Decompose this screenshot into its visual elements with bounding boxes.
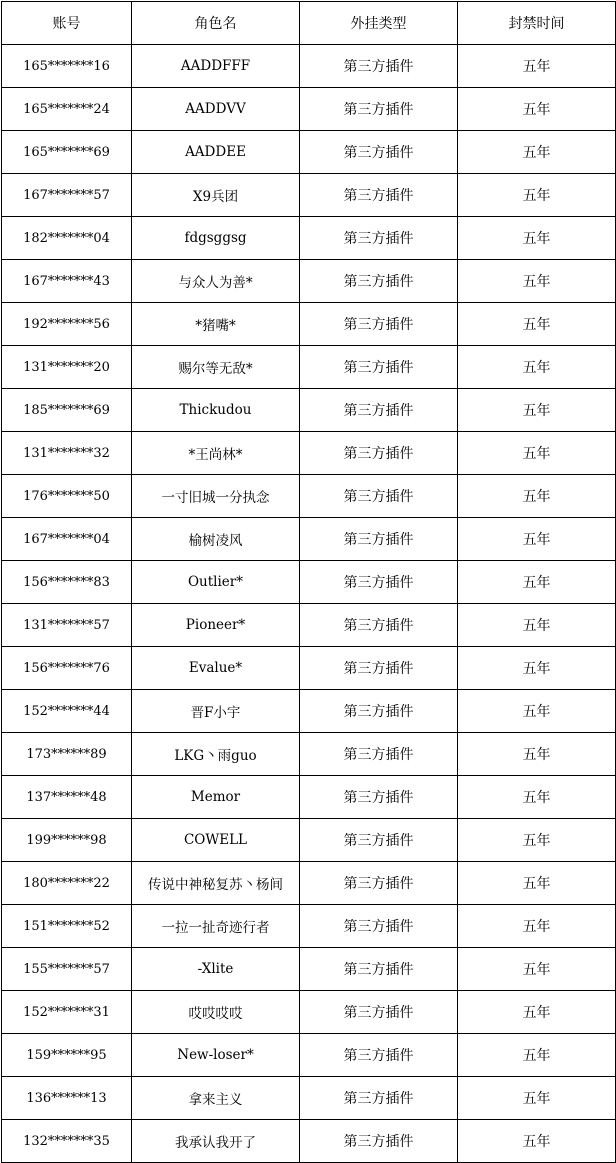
cell-cheat-type: 第三方插件 bbox=[300, 389, 458, 432]
cell-account: 131*******57 bbox=[2, 604, 132, 647]
cell-cheat-type: 第三方插件 bbox=[300, 1077, 458, 1120]
cell-account: 131*******20 bbox=[2, 346, 132, 389]
cell-account: 176*******50 bbox=[2, 475, 132, 518]
cell-role-name: -Xlite bbox=[132, 948, 300, 991]
table-row bbox=[2, 131, 616, 174]
cell-ban-duration: 五年 bbox=[458, 1034, 616, 1077]
cell-account: 159******95 bbox=[2, 1034, 132, 1077]
cell-cheat-type: 第三方插件 bbox=[300, 862, 458, 905]
cell-cheat-type: 第三方插件 bbox=[300, 733, 458, 776]
cell-ban-duration: 五年 bbox=[458, 1120, 616, 1163]
table-row bbox=[2, 174, 616, 217]
cell-role-name: 与众人为善* bbox=[132, 260, 300, 303]
table-row bbox=[2, 432, 616, 475]
cell-account: 182*******04 bbox=[2, 217, 132, 260]
cell-ban-duration: 五年 bbox=[458, 432, 616, 475]
header-role-name: 角色名 bbox=[132, 2, 300, 45]
cell-ban-duration: 五年 bbox=[458, 862, 616, 905]
header-row bbox=[2, 2, 616, 45]
table-row bbox=[2, 604, 616, 647]
cell-role-name: 一寸旧城一分执念 bbox=[132, 475, 300, 518]
table-body bbox=[2, 45, 616, 1163]
table-row bbox=[2, 389, 616, 432]
cell-role-name: 拿来主义 bbox=[132, 1077, 300, 1120]
cell-role-name: Evalue* bbox=[132, 647, 300, 690]
cell-role-name: LKG丶雨guo bbox=[132, 733, 300, 776]
cell-ban-duration: 五年 bbox=[458, 776, 616, 819]
cell-account: 173******89 bbox=[2, 733, 132, 776]
cell-account: 165*******24 bbox=[2, 88, 132, 131]
cell-ban-duration: 五年 bbox=[458, 45, 616, 88]
ban-list-table bbox=[1, 1, 616, 1163]
table-row bbox=[2, 1077, 616, 1120]
table-row bbox=[2, 45, 616, 88]
cell-cheat-type: 第三方插件 bbox=[300, 217, 458, 260]
cell-ban-duration: 五年 bbox=[458, 88, 616, 131]
cell-ban-duration: 五年 bbox=[458, 389, 616, 432]
cell-account: 156*******83 bbox=[2, 561, 132, 604]
cell-account: 199******98 bbox=[2, 819, 132, 862]
cell-account: 165*******69 bbox=[2, 131, 132, 174]
cell-account: 155*******57 bbox=[2, 948, 132, 991]
cell-cheat-type: 第三方插件 bbox=[300, 346, 458, 389]
table-row bbox=[2, 819, 616, 862]
cell-cheat-type: 第三方插件 bbox=[300, 776, 458, 819]
cell-role-name: 赐尔等无敌* bbox=[132, 346, 300, 389]
cell-role-name: COWELL bbox=[132, 819, 300, 862]
cell-ban-duration: 五年 bbox=[458, 217, 616, 260]
cell-role-name: AADDEE bbox=[132, 131, 300, 174]
table-row bbox=[2, 561, 616, 604]
table-row bbox=[2, 346, 616, 389]
cell-role-name: 哎哎哎哎 bbox=[132, 991, 300, 1034]
cell-account: 167*******04 bbox=[2, 518, 132, 561]
cell-role-name: New-loser* bbox=[132, 1034, 300, 1077]
cell-role-name: Outlier* bbox=[132, 561, 300, 604]
table-row bbox=[2, 905, 616, 948]
cell-role-name: 我承认我开了 bbox=[132, 1120, 300, 1163]
cell-role-name: AADDVV bbox=[132, 88, 300, 131]
table-row bbox=[2, 303, 616, 346]
table-row bbox=[2, 88, 616, 131]
cell-account: 131*******32 bbox=[2, 432, 132, 475]
table-row bbox=[2, 475, 616, 518]
cell-ban-duration: 五年 bbox=[458, 733, 616, 776]
cell-cheat-type: 第三方插件 bbox=[300, 1120, 458, 1163]
cell-ban-duration: 五年 bbox=[458, 604, 616, 647]
cell-role-name: *王尚林* bbox=[132, 432, 300, 475]
table-row bbox=[2, 217, 616, 260]
table-row bbox=[2, 948, 616, 991]
cell-account: 152*******31 bbox=[2, 991, 132, 1034]
cell-ban-duration: 五年 bbox=[458, 346, 616, 389]
cell-account: 156*******76 bbox=[2, 647, 132, 690]
cell-account: 180*******22 bbox=[2, 862, 132, 905]
cell-cheat-type: 第三方插件 bbox=[300, 303, 458, 346]
cell-cheat-type: 第三方插件 bbox=[300, 991, 458, 1034]
cell-account: 152*******44 bbox=[2, 690, 132, 733]
cell-cheat-type: 第三方插件 bbox=[300, 1034, 458, 1077]
cell-cheat-type: 第三方插件 bbox=[300, 475, 458, 518]
cell-role-name: 榆树凌风 bbox=[132, 518, 300, 561]
cell-ban-duration: 五年 bbox=[458, 948, 616, 991]
cell-account: 167*******43 bbox=[2, 260, 132, 303]
table-row bbox=[2, 1120, 616, 1163]
cell-ban-duration: 五年 bbox=[458, 131, 616, 174]
cell-cheat-type: 第三方插件 bbox=[300, 948, 458, 991]
table-row bbox=[2, 518, 616, 561]
cell-ban-duration: 五年 bbox=[458, 475, 616, 518]
cell-account: 151*******52 bbox=[2, 905, 132, 948]
cell-role-name: AADDFFF bbox=[132, 45, 300, 88]
cell-cheat-type: 第三方插件 bbox=[300, 45, 458, 88]
cell-role-name: *猪嘴* bbox=[132, 303, 300, 346]
cell-ban-duration: 五年 bbox=[458, 690, 616, 733]
table-row bbox=[2, 647, 616, 690]
cell-role-name: Pioneer* bbox=[132, 604, 300, 647]
cell-ban-duration: 五年 bbox=[458, 905, 616, 948]
cell-ban-duration: 五年 bbox=[458, 1077, 616, 1120]
cell-cheat-type: 第三方插件 bbox=[300, 819, 458, 862]
cell-cheat-type: 第三方插件 bbox=[300, 647, 458, 690]
cell-account: 167*******57 bbox=[2, 174, 132, 217]
header-account: 账号 bbox=[2, 2, 132, 45]
cell-ban-duration: 五年 bbox=[458, 561, 616, 604]
cell-role-name: Thickudou bbox=[132, 389, 300, 432]
cell-account: 192*******56 bbox=[2, 303, 132, 346]
cell-cheat-type: 第三方插件 bbox=[300, 604, 458, 647]
table-row bbox=[2, 776, 616, 819]
header-ban-duration: 封禁时间 bbox=[458, 2, 616, 45]
cell-account: 185*******69 bbox=[2, 389, 132, 432]
cell-account: 136******13 bbox=[2, 1077, 132, 1120]
header-cheat-type: 外挂类型 bbox=[300, 2, 458, 45]
cell-cheat-type: 第三方插件 bbox=[300, 690, 458, 733]
cell-ban-duration: 五年 bbox=[458, 647, 616, 690]
cell-ban-duration: 五年 bbox=[458, 518, 616, 561]
cell-cheat-type: 第三方插件 bbox=[300, 561, 458, 604]
cell-cheat-type: 第三方插件 bbox=[300, 260, 458, 303]
table-header bbox=[2, 2, 616, 45]
cell-ban-duration: 五年 bbox=[458, 260, 616, 303]
table-row bbox=[2, 260, 616, 303]
cell-role-name: 晋F小宇 bbox=[132, 690, 300, 733]
cell-account: 165*******16 bbox=[2, 45, 132, 88]
cell-cheat-type: 第三方插件 bbox=[300, 131, 458, 174]
cell-cheat-type: 第三方插件 bbox=[300, 432, 458, 475]
cell-role-name: 传说中神秘复苏丶杨间 bbox=[132, 862, 300, 905]
cell-cheat-type: 第三方插件 bbox=[300, 174, 458, 217]
cell-ban-duration: 五年 bbox=[458, 174, 616, 217]
cell-account: 132*******35 bbox=[2, 1120, 132, 1163]
table-row bbox=[2, 733, 616, 776]
cell-ban-duration: 五年 bbox=[458, 303, 616, 346]
cell-role-name: fdgsggsg bbox=[132, 217, 300, 260]
table-row bbox=[2, 1034, 616, 1077]
cell-role-name: X9兵团 bbox=[132, 174, 300, 217]
table-row bbox=[2, 991, 616, 1034]
cell-cheat-type: 第三方插件 bbox=[300, 88, 458, 131]
table-row bbox=[2, 690, 616, 733]
cell-cheat-type: 第三方插件 bbox=[300, 518, 458, 561]
cell-role-name: Memor bbox=[132, 776, 300, 819]
cell-ban-duration: 五年 bbox=[458, 991, 616, 1034]
cell-cheat-type: 第三方插件 bbox=[300, 905, 458, 948]
cell-ban-duration: 五年 bbox=[458, 819, 616, 862]
cell-account: 137******48 bbox=[2, 776, 132, 819]
cell-role-name: 一拉一扯奇迹行者 bbox=[132, 905, 300, 948]
table-row bbox=[2, 862, 616, 905]
